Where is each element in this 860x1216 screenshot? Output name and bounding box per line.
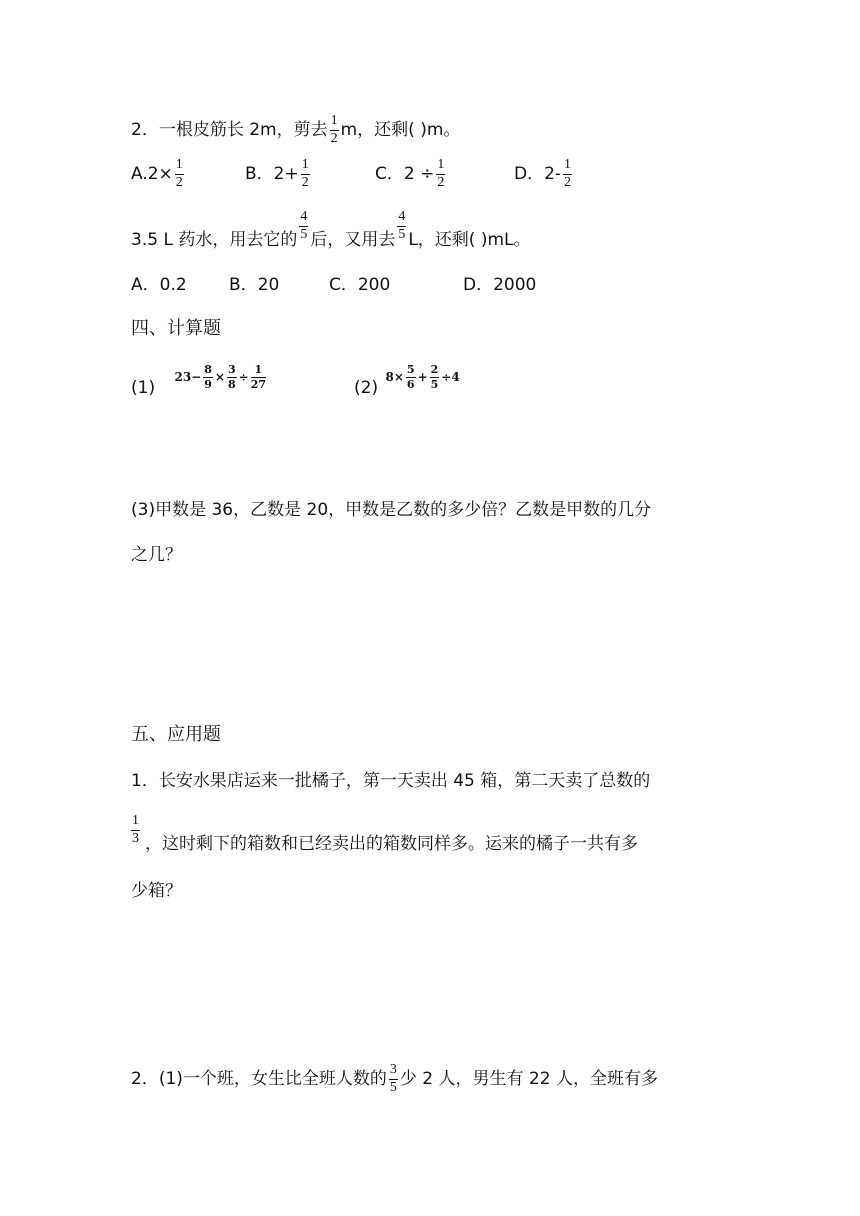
application-1-line-3: 少箱？: [131, 881, 182, 901]
application-1-line-2: 1 3 ，这时剩下的箱数和已经卖出的箱数同样多。运来的橘子一共有多: [132, 813, 638, 854]
question-2-stem: [131, 114, 460, 146]
calc-item-2-label: (2): [354, 378, 379, 399]
calc-item-2: [354, 363, 460, 402]
q3-text-a: 3.5 L 药水，用去它的: [131, 230, 298, 250]
question-3-stem: [131, 209, 531, 264]
q3-fraction-2: $\frac{4}{5}$: [398, 209, 406, 242]
q2-option-b: B．2+ $\frac{1}{2}$: [245, 157, 309, 190]
q2-option-a: A.2× $\frac{1}{2}$: [131, 157, 183, 190]
application-1-fraction: 1 3: [132, 813, 139, 846]
section-5-title: 五、应用题: [131, 724, 221, 745]
q2-text-b: m，还剩( )m。: [340, 120, 461, 141]
q2-fraction: $\frac{1}{2}$: [330, 113, 338, 146]
calc-item-1-label: (1): [131, 378, 156, 399]
calc-item-1: [131, 363, 268, 402]
q2-text-a: 2．一根皮筋长 2m，剪去: [131, 120, 328, 141]
q3-text-b: 后，又用去: [310, 230, 396, 250]
q3-option-d: D．2000: [463, 275, 537, 295]
application-2-line-1: 2．(1)一个班，女生比全班人数的 $\frac{3}{5}$ 少 2 人，男生有 22 人，全班有多: [131, 1062, 658, 1095]
calc-item-3-line-2: 之几？: [131, 545, 182, 565]
q3-fraction-1: $\frac{4}{5}$: [300, 209, 308, 242]
q3-option-b: B．20: [229, 275, 280, 295]
q3-text-c: L，还剩( )mL。: [408, 230, 531, 250]
calc-item-2-expression: 8× $\frac{5}{6}$ + $\frac{2}{5}$ ÷4: [385, 363, 460, 391]
calc-item-1-expression: 23− $\frac{8}{9}$ × $\frac{3}{8}$ ÷ $\frac{1}{27}$: [174, 363, 267, 391]
application-2-fraction: $\frac{3}{5}$: [389, 1062, 397, 1095]
q2-option-c: C．2 ÷ $\frac{1}{2}$: [375, 157, 445, 190]
application-1-line-1: 1．长安水果店运来一批橘子，第一天卖出 45 箱，第二天卖了总数的: [131, 771, 651, 791]
section-4-title: 四、计算题: [131, 318, 221, 339]
calc-item-3-line-1: (3)甲数是 36，乙数是 20，甲数是乙数的多少倍？乙数是甲数的几分: [131, 500, 652, 520]
q3-option-a: A．0.2: [131, 275, 187, 295]
q3-option-c: C．200: [329, 275, 391, 295]
q2-option-d: D．2- $\frac{1}{2}$: [514, 157, 572, 190]
